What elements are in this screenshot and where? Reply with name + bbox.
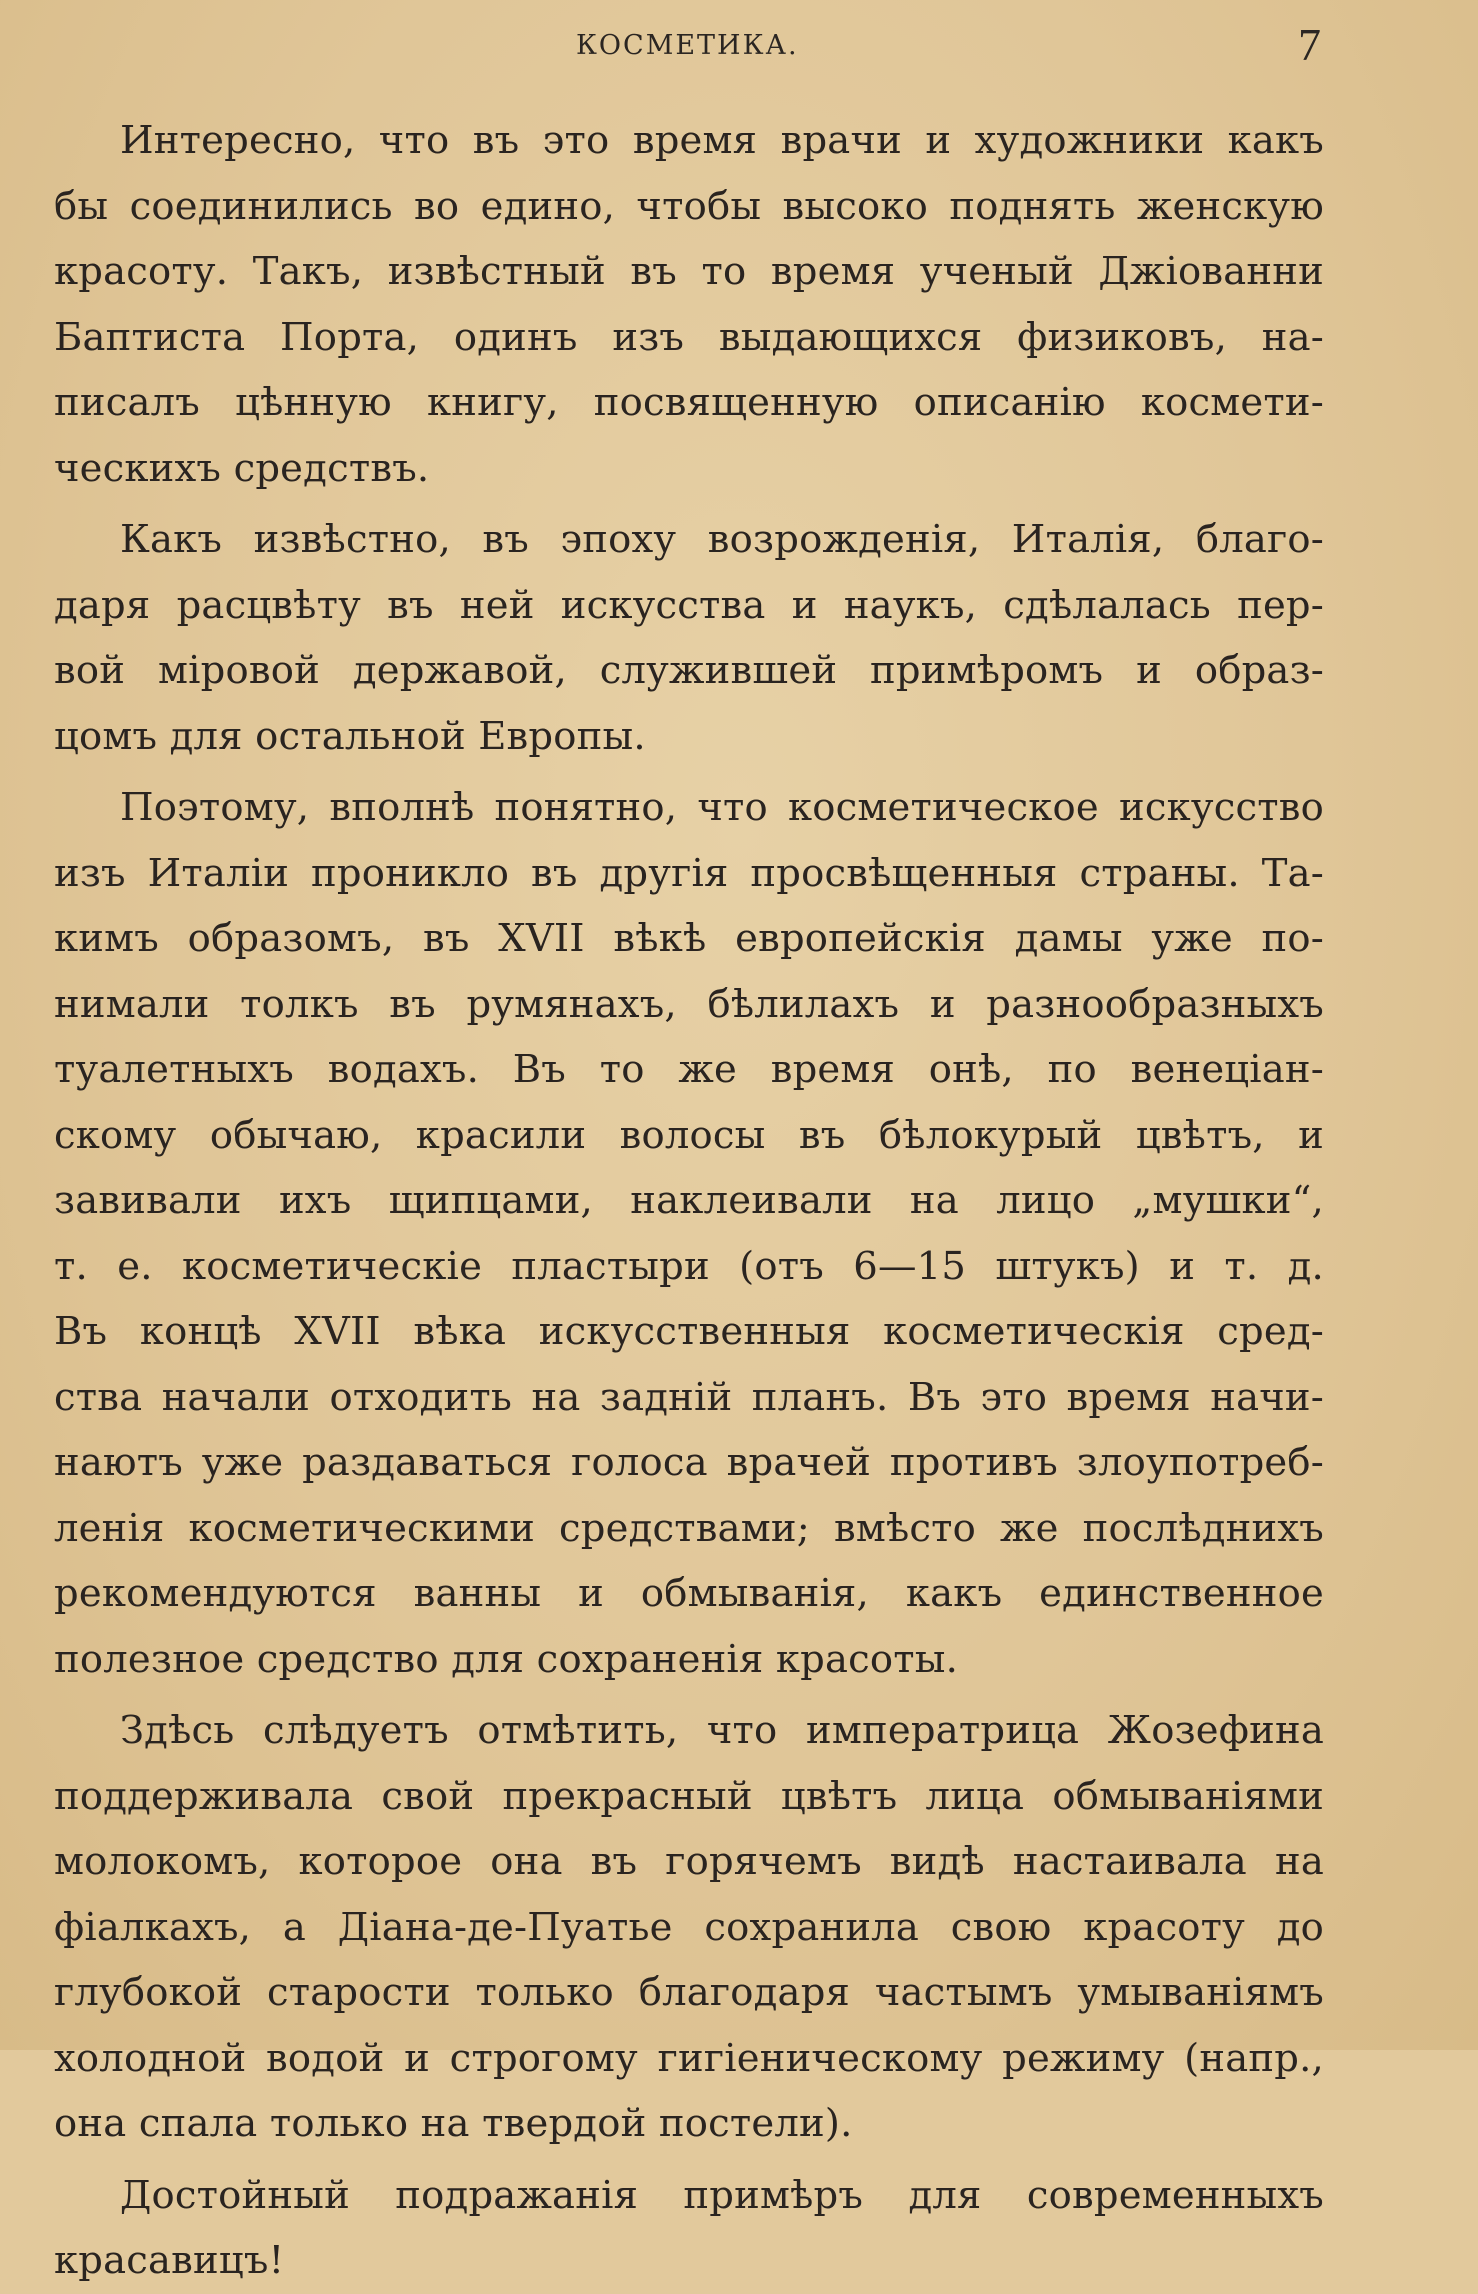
text-line: полезное средство для сохраненія красоты. xyxy=(54,1636,959,1682)
text-line: писалъ цѣнную книгу, посвященную описанію космети- xyxy=(54,380,1324,425)
text-line: холодной водой и строгому гигіеническому режиму (напр., xyxy=(54,2035,1324,2081)
text-line: Баптиста Порта, одинъ изъ выдающихся физиковъ, на- xyxy=(54,314,1324,360)
text-line: наютъ уже раздаваться голоса врачей противъ злоупотреб- xyxy=(54,1440,1324,1485)
text-line: ства начали отходить на заднiй планъ. Въ это время начи- xyxy=(54,1374,1324,1420)
text-line: молокомъ, которое она въ горячемъ видѣ настаивала на xyxy=(54,1839,1324,1884)
text-line: Въ концѣ XVII вѣка искусственныя косметическія сред- xyxy=(54,1309,1324,1354)
text-line: вой міровой державой, служившей примѣромъ и образ- xyxy=(54,648,1324,693)
text-line: нимали толкъ въ румянахъ, бѣлилахъ и разнообразныхъ xyxy=(54,981,1324,1027)
text-line: туалетныхъ водахъ. Въ то же время онѣ, по венеціан- xyxy=(54,1047,1324,1092)
paragraph-5 xyxy=(54,2163,1324,2294)
text-line: Поэтому, вполнѣ понятно, что косметическое искусство xyxy=(120,785,1324,830)
text-line: красоту. Такъ, извѣстный въ то время ученый Джіованни xyxy=(54,249,1324,294)
paragraph-3 xyxy=(54,775,1324,1692)
text-line: даря расцвѣту въ ней искусства и наукъ, сдѣлалась пер- xyxy=(54,582,1324,628)
text-line: цомъ для остальной Европы. xyxy=(54,713,646,759)
text-line: Достойный подражанія примѣръ для современныхъ xyxy=(120,2172,1324,2218)
text-line: Интересно, что въ это время врачи и художники какъ xyxy=(120,118,1324,163)
page-header xyxy=(0,18,1478,88)
paragraph-2 xyxy=(54,507,1324,769)
text-line: Здѣсь слѣдуетъ отмѣтить, что императрица Жозефина xyxy=(120,1708,1324,1753)
text-line: завивали ихъ щипцами, наклеивали на лицо „мушки“, xyxy=(54,1178,1324,1223)
page-number: 7 xyxy=(1298,19,1321,70)
text-line: скому обычаю, красили волосы въ бѣлокурый цвѣтъ, и xyxy=(54,1112,1324,1158)
text-line: ческихъ средствъ. xyxy=(54,445,430,491)
paragraph-4 xyxy=(54,1698,1324,2157)
text-line: фіалкахъ, а Діана-де-Пуатье сохранила свою красоту до xyxy=(54,1904,1324,1950)
text-line: Какъ извѣстно, въ эпоху возрожденія, Италія, благо- xyxy=(120,517,1324,562)
text-line: изъ Италіи проникло въ другія просвѣщенныя страны. Та- xyxy=(54,850,1324,896)
text-line: ленія косметическими средствами; вмѣсто же послѣднихъ xyxy=(54,1505,1324,1551)
text-line: красавицъ! xyxy=(54,2238,285,2283)
text-line: она спала только на твердой постели). xyxy=(54,2101,853,2146)
text-line: кимъ образомъ, въ XVII вѣкѣ европейскія дамы уже по- xyxy=(54,916,1324,961)
text-line: бы соединились во едино, чтобы высоко поднять женскую xyxy=(54,183,1324,229)
text-line: поддерживала свой прекрасный цвѣтъ лица обмываніями xyxy=(54,1773,1324,1819)
paragraph-1 xyxy=(54,108,1324,501)
body-text xyxy=(54,108,1324,2294)
text-line: рекомендуются ванны и обмыванія, какъ единственное xyxy=(54,1571,1324,1616)
text-line: глубокой старости только благодаря частымъ умываніямъ xyxy=(54,1970,1324,2015)
running-title: КОСМЕТИКА. xyxy=(576,30,799,61)
text-line: т. е. косметическіе пластыри (отъ 6—15 штукъ) и т. д. xyxy=(54,1243,1324,1289)
